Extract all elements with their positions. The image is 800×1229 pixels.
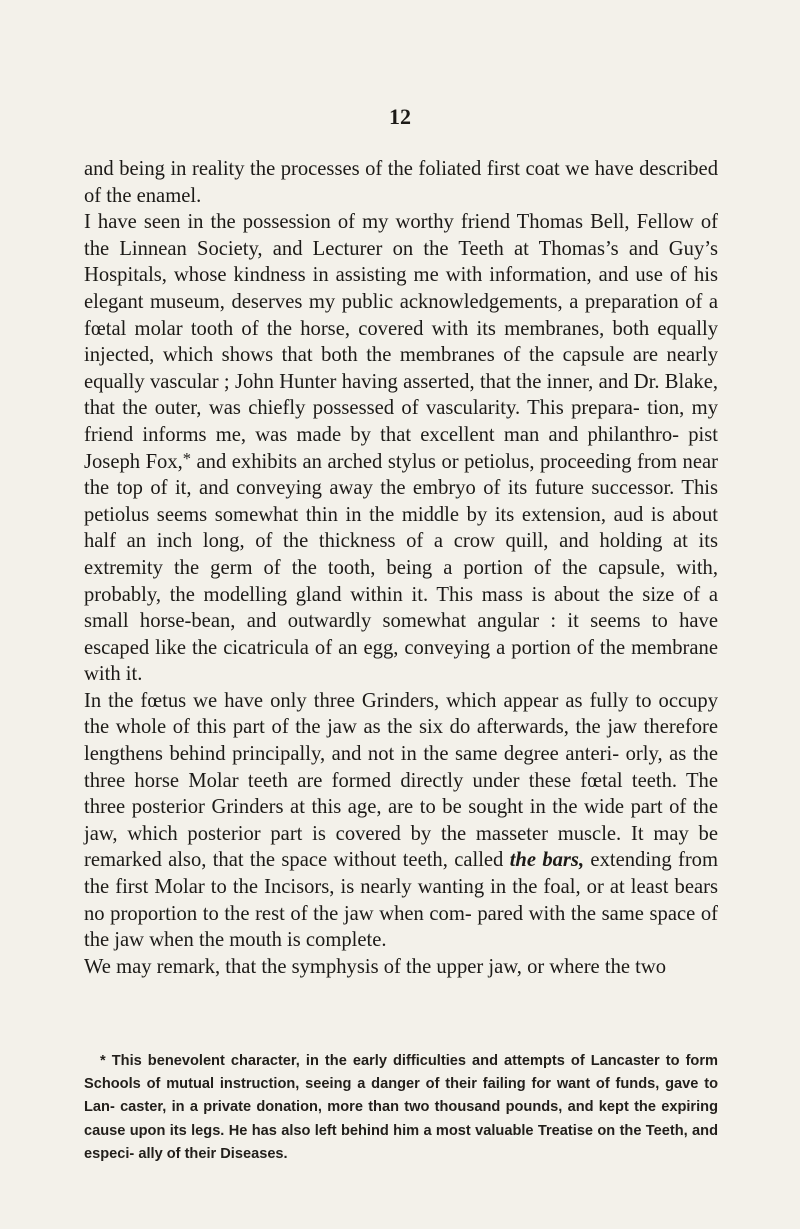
page-number: 12 [389,104,411,129]
footnote [84,1050,718,1166]
paragraph-foetus-grinders [84,688,718,954]
paragraph-text: extending from the first Molar to the Incisors, is nearly wanting in the foal, or at least bears no proportion to the rest of the jaw when com- pared with the same space of the jaw when the mouth is complete. [84,849,718,952]
footnote-mark: * [100,1053,106,1069]
paragraph-thomas-bell [84,209,718,688]
main-text [84,156,718,980]
paragraph-continuation: and being in reality the processes of the foliated first coat we have described of the enamel. [84,158,718,207]
footnote-text: This benevolent character, in the early difficulties and attempts of Lancaster to form Schools of mutual instruction, seeing a danger of their failing for want of funds, gave to Lan- caster, in a private donation, more than two thousand pounds, and kept the expiring cause upon its legs. He has also left behind him a most valuable Treatise on the Teeth, and especi- ally of their Diseases. [84,1053,718,1162]
footnote-reference[interactable]: * [182,448,192,468]
paragraph-symphysis: We may remark, that the symphysis of the upper jaw, or where the two [84,955,667,978]
emphasized-term: the bars, [509,849,585,872]
paragraph-text: I have seen in the possession of my worthy friend Thomas Bell, Fellow of the Linnean Society, and Lecturer on the Teeth at Thomas’s and Guy’s Hospitals, whose kindness in assisting me with information, and use of his elegant museum, deserves my public acknowledgements, a preparation of a fœtal molar tooth of the horse, covered with its membranes, both equally injected, which shows that both the membranes of the capsule are nearly equally vascular ; John Hunter having asserted, that the inner, and Dr. Blake, that the outer, was chiefly possessed of vascularity. This prepara- tion, my friend informs me, was made by that excellent man and philanthro- pist Joseph Fox, [84,211,718,473]
paragraph-text: In the fœtus we have only three Grinders, which appear as fully to occupy the whole of this part of the jaw as the six do afterwards, the jaw therefore lengthens behind principally, and not in the same degree anteri- orly, as the three horse Molar teeth are formed directly under these fœtal teeth. The three posterior Grinders at this age, are to be sought in the wide part of the jaw, which posterior part is covered by the masseter muscle. It may be remarked also, that the space without teeth, called [84,689,718,872]
paragraph-text: and exhibits an arched stylus or petiolus, proceeding from near the top of it, and conveying away the embryo of its future successor. This petiolus seems somewhat thin in the middle by its extension, aud is about half an inch long, of the thickness of a crow quill, and holding at its extremity the germ of the tooth, being a portion of the capsule, with, probably, the modelling gland within it. This mass is about the size of a small horse-bean, and outwardly somewhat angular : it seems to have escaped like the cicatricula of an egg, conveying a portion of the membrane with it. [84,450,718,686]
